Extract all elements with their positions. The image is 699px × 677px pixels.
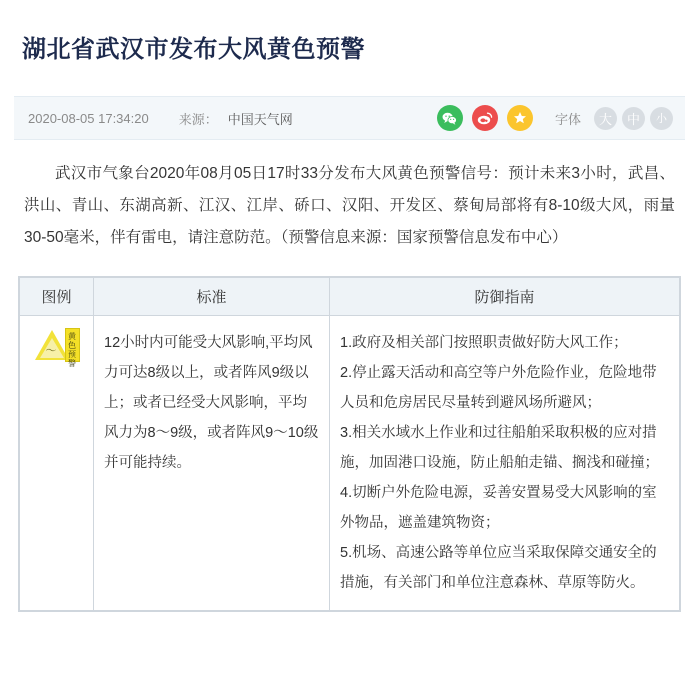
wind-warning-yellow-icon bbox=[34, 328, 80, 368]
publish-time: 2020-08-05 17:34:20 bbox=[28, 110, 149, 126]
guide-line-3: 3.相关水域水上作业和过往船舶采取积极的应对措施，加固港口设施，防止船舶走锚、搁浅和碰撞； bbox=[340, 425, 659, 472]
font-size-medium-button[interactable]: 中 bbox=[622, 107, 645, 130]
title-bar bbox=[0, 0, 699, 92]
font-size-large-button[interactable]: 大 bbox=[594, 107, 617, 130]
favorite-star-icon[interactable] bbox=[507, 105, 533, 131]
table-row bbox=[20, 316, 680, 611]
legend-cell bbox=[20, 316, 94, 611]
guide-line-1: 1.政府及相关部门按照职责做好防大风工作； bbox=[340, 335, 628, 352]
guide-cell bbox=[330, 316, 680, 611]
font-size-control bbox=[555, 107, 673, 130]
warning-level-badge: 黄色预警 bbox=[65, 328, 80, 362]
table-header-row bbox=[20, 278, 680, 316]
wechat-share-icon[interactable] bbox=[437, 105, 463, 131]
guide-line-4: 4.切断户外危险电源，妥善安置易受大风影响的室外物品，遮盖建筑物资； bbox=[340, 485, 657, 532]
warning-table bbox=[18, 276, 681, 612]
wind-glyph: 〜 bbox=[45, 345, 57, 358]
column-header-legend: 图例 bbox=[20, 278, 94, 316]
font-size-label: 字体 bbox=[554, 111, 581, 127]
article-body: 武汉市气象台2020年08月05日17时33分发布大风黄色预警信号：预计未来3小时，武昌、洪山、青山、东湖高新、江汉、江岸、硚口、汉阳、开发区、蔡甸局部将有8-10级大风，雨量30-50毫米，伴有雷电，请注意防范。（预警信息来源：国家预警信息发布中心） bbox=[24, 165, 675, 247]
standard-cell: 12小时内可能受大风影响,平均风力可达8级以上，或者阵风9级以上；或者已经受大风影响，平均风力为8～9级，或者阵风9～10级并可能持续。 bbox=[94, 316, 330, 611]
source-value: 中国天气网 bbox=[227, 111, 293, 127]
column-header-standard: 标准 bbox=[94, 278, 330, 316]
weibo-share-icon[interactable] bbox=[472, 105, 498, 131]
font-size-small-button[interactable]: 小 bbox=[650, 107, 673, 130]
page-title: 湖北省武汉市发布大风黄色预警 bbox=[22, 36, 365, 64]
guide-line-5: 5.机场、高速公路等单位应当采取保障交通安全的措施，有关部门和单位注意森林、草原等防火。 bbox=[340, 545, 657, 592]
source-label: 来源： bbox=[178, 111, 218, 127]
guide-line-2: 2.停止露天活动和高空等户外危险作业，危险地带人员和危房居民尽量转到避风场所避风； bbox=[340, 365, 657, 412]
share-group bbox=[428, 105, 533, 131]
meta-bar bbox=[14, 96, 685, 140]
column-header-guide: 防御指南 bbox=[330, 278, 680, 316]
